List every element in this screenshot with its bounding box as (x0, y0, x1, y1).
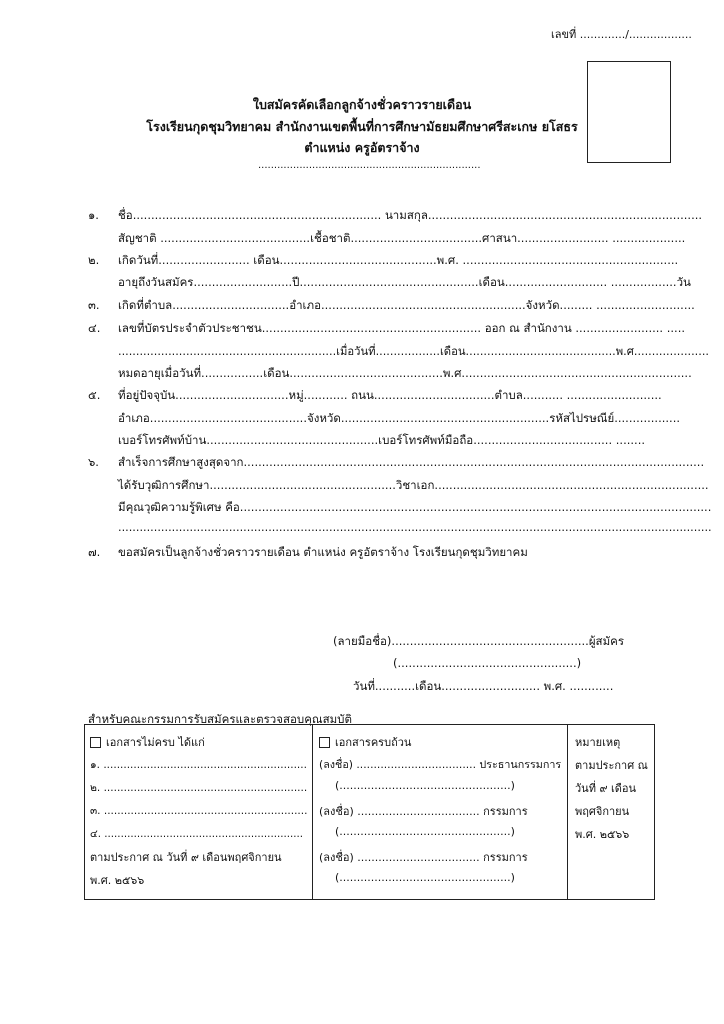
district-field-line[interactable]: อำเภอ...........................................จังหวัด.........................................................รหัสไปรษณีย์.................. (118, 411, 681, 425)
special-skills-field-line[interactable]: มีคุณวุฒิความรู้พิเศษ คือ................................................................................................................................. (118, 500, 712, 514)
committee-member-2-name-line[interactable]: (.................................................) (335, 871, 515, 884)
section-5-number: ๕. (88, 388, 101, 402)
form-title: ใบสมัครคัดเลือกลูกจ้างชั่วคราวรายเดือน (252, 97, 472, 112)
complete-docs-label: เอกสารครบถ้วน (335, 736, 412, 749)
remarks-line-1: ตามประกาศ ณ (575, 759, 648, 772)
school-name: โรงเรียนกุดชุมวิทยาคม สำนักงานเขตพื้นที่การศึกษามัธยมศึกษาศรีสะเกษ ยโสธร (146, 119, 578, 134)
incomplete-docs-option[interactable] (90, 733, 205, 751)
remarks-line-3: พฤศจิกายน (575, 805, 630, 818)
section-6-number: ๖. (88, 455, 99, 469)
missing-doc-4[interactable]: ๔. ............................................................. (90, 828, 304, 840)
chairman-name-line[interactable]: (.................................................) (335, 779, 515, 792)
section-2-number: ๒. (88, 253, 100, 267)
incomplete-docs-label: เอกสารไม่ครบ ได้แก่ (106, 736, 205, 749)
applicant-printed-name-line[interactable]: (.................................................) (393, 656, 582, 670)
nationality-field-line[interactable]: สัญชาติ .........................................เชื้อชาติ....................................ศาสนา......................... .................... (118, 231, 686, 245)
id-expiry-field-line[interactable]: หมดอายุเมื่อวันที่.................เดือน..........................................พ.ศ............................................................... (118, 366, 692, 380)
application-statement: ขอสมัครเป็นลูกจ้างชั่วคราวรายเดือน ตำแหน่ง ครูอัตราจ้าง โรงเรียนกุดชุมวิทยาคม (118, 545, 528, 559)
committee-table (84, 724, 655, 900)
position-title: ตำแหน่ง ครูอัตราจ้าง (304, 140, 420, 155)
committee-member-2-signature-line[interactable]: (ลงชื่อ) ................................... กรรมการ (319, 851, 528, 864)
education-field-line[interactable]: สำเร็จการศึกษาสูงสุดจาก.............................................................................................................................. (118, 455, 705, 469)
committee-member-1-name-line[interactable]: (.................................................) (335, 825, 515, 838)
complete-docs-checkbox[interactable] (319, 737, 330, 748)
special-skills-extra-line[interactable]: ...................................................................................................................................................................... (118, 521, 712, 534)
header-dotted-line: ...................................................................... (258, 160, 481, 171)
applicant-signature-line[interactable]: (ลายมือชื่อ)......................................................ผู้สมัคร (333, 634, 625, 648)
announcement-year: พ.ศ. ๒๕๖๖ (90, 874, 145, 887)
chairman-signature-line[interactable]: (ลงชื่อ) ................................... ประธานกรรมการ (319, 758, 562, 771)
age-field-line[interactable]: อายุถึงวันสมัคร...........................ปี.................................................เดือน............................ ..................วัน (118, 275, 691, 289)
missing-doc-2[interactable]: ๒. ............................................................. (90, 782, 308, 794)
committee-title: สำหรับคณะกรรมการรับสมัครและตรวจสอบคุณสมบัติ (88, 712, 352, 726)
remarks-heading: หมายเหตุ (575, 736, 621, 749)
table-divider-2 (567, 725, 568, 899)
section-1-number: ๑. (88, 208, 99, 222)
missing-doc-1[interactable]: ๑. ............................................................. (90, 759, 307, 771)
document-number: เลขที่ ............./.................. (551, 28, 692, 41)
address-field-line[interactable]: ที่อยู่ปัจจุบัน...............................หมู่............ ถนน.................................ตำบล........... .......................... (118, 388, 662, 402)
id-issue-date-field-line[interactable]: .............................................................เมื่อวันที่..................เดือน..........................................พ.ศ..................... (118, 345, 709, 358)
table-divider-1 (312, 725, 313, 899)
section-3-number: ๓. (88, 298, 100, 312)
degree-field-line[interactable]: ได้รับวุฒิการศึกษา...................................................วิชาเอก........................................................................... (118, 478, 709, 492)
section-7-number: ๗. (88, 545, 101, 559)
birthplace-field-line[interactable]: เกิดที่ตำบล................................อำเภอ........................................................จังหวัด......... ........................... (118, 298, 695, 312)
missing-doc-3[interactable]: ๓. ............................................................. (90, 805, 308, 817)
id-card-field-line[interactable]: เลขที่บัตรประจำตัวประชาชน............................................................ ออก ณ สำนักงาน ........................ ..... (118, 321, 686, 335)
name-field-line[interactable]: ชื่อ.................................................................... นามสกุล........................................................................... (118, 208, 703, 222)
section-4-number: ๔. (88, 321, 101, 335)
remarks-line-4: พ.ศ. ๒๕๖๖ (575, 828, 630, 841)
announcement-reference: ตามประกาศ ณ วันที่ ๙ เดือนพฤศจิกายน (90, 851, 282, 864)
incomplete-docs-checkbox[interactable] (90, 737, 101, 748)
birthdate-field-line[interactable]: เกิดวันที่......................... เดือน...........................................พ.ศ. ........................................................... (118, 253, 679, 267)
committee-member-1-signature-line[interactable]: (ลงชื่อ) ................................... กรรมการ (319, 805, 528, 818)
complete-docs-option[interactable] (319, 733, 411, 751)
remarks-line-2: วันที่ ๙ เดือน (575, 782, 637, 795)
phone-field-line[interactable]: เบอร์โทรศัพท์บ้าน...............................................เบอร์โทรศัพท์มือถือ...................................... ........ (118, 433, 646, 447)
application-date-line[interactable]: วันที่...........เดือน........................... พ.ศ. ............ (353, 679, 614, 693)
